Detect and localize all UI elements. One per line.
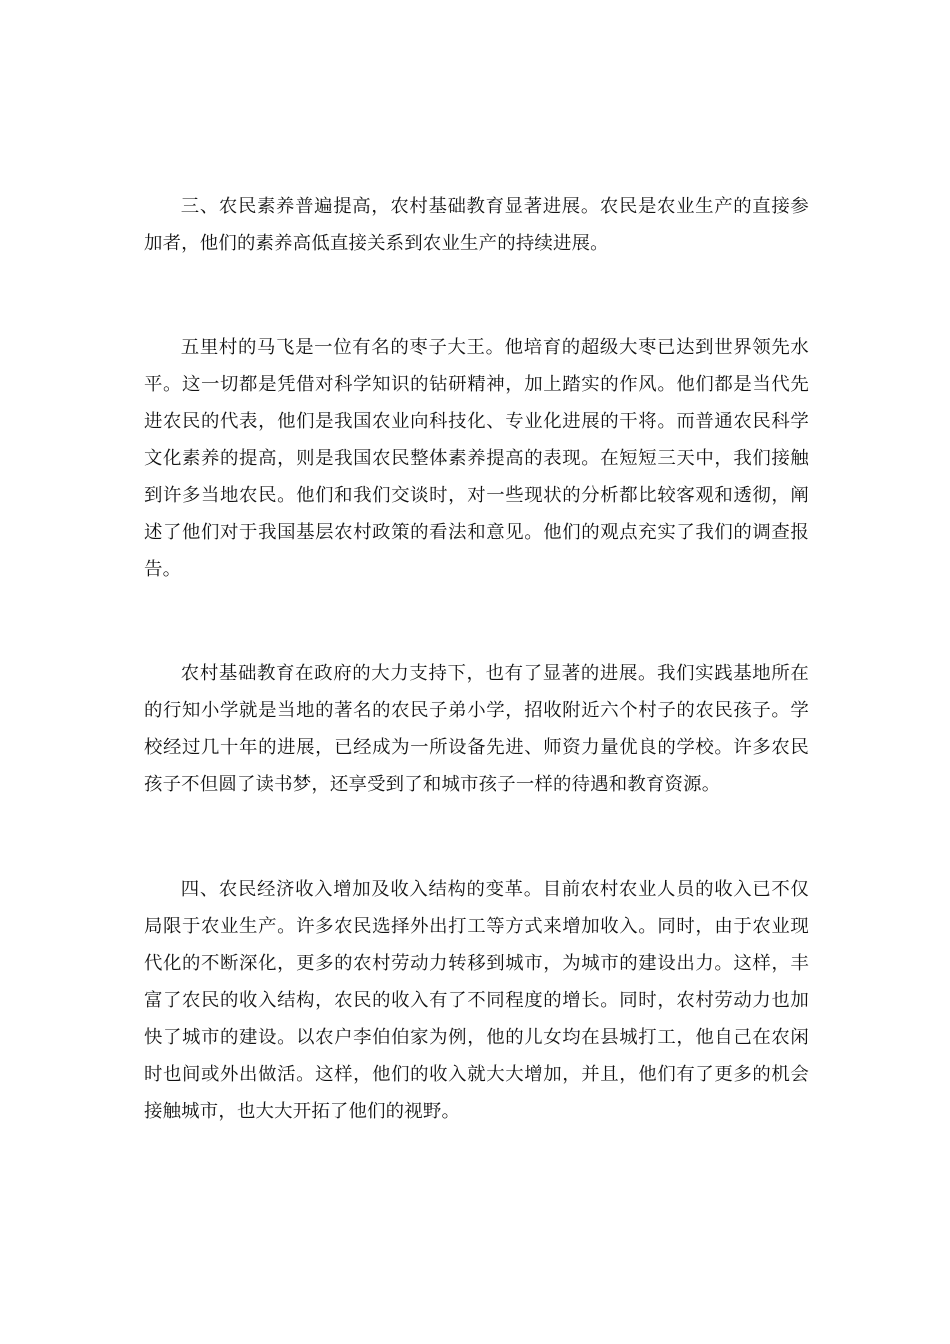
paragraph-rural-education: 农村基础教育在政府的大力支持下，也有了显著的进展。我们实践基地所在的行知小学就是当地的著名的农民子弟小学，招收附近六个村子的农民孩子。学校经过几十年的进展，已经成为一所设备先进、师资力量优良的学校。许多农民孩子不但圆了读书梦，还享受到了和城市孩子一样的待遇和教育资源。 xyxy=(144,663,809,795)
paragraph-jujube-king: 五里村的马飞是一位有名的枣子大王。他培育的超级大枣已达到世界领先水平。这一切都是凭借对科学知识的钻研精神，加上踏实的作风。他们都是当代先进农民的代表，他们是我国农业向科技化、专业化进展的干将。而普通农民科学文化素养的提高，则是我国农民整体素养提高的表现。在短短三天中，我们接触到许多当地农民。他们和我们交谈时，对一些现状的分析都比较客观和透彻，阐述了他们对于我国基层农村政策的看法和意见。他们的观点充实了我们的调查报告。 xyxy=(144,337,809,580)
paragraph-section-four: 四、农民经济收入增加及收入结构的变革。目前农村农业人员的收入已不仅局限于农业生产。许多农民选择外出打工等方式来增加收入。同时，由于农业现代化的不断深化，更多的农村劳动力转移到城市，为城市的建设出力。这样，丰富了农民的收入结构，农民的收入有了不同程度的增长。同时，农村劳动力也加快了城市的建设。以农户李伯伯家为例，他的儿女均在县城打工，他自己在农闲时也间或外出做活。这样，他们的收入就大大增加，并且，他们有了更多的机会接触城市，也大大开拓了他们的视野。 xyxy=(144,879,809,1122)
paragraph-section-three: 三、农民素养普遍提高，农村基础教育显著进展。农民是农业生产的直接参加者，他们的素养高低直接关系到农业生产的持续进展。 xyxy=(144,196,809,254)
